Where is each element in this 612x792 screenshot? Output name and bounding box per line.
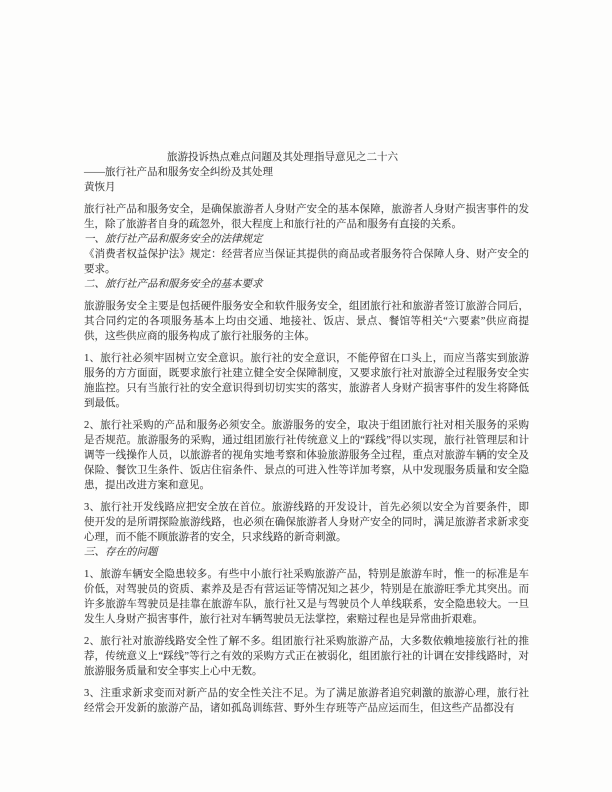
paragraph-requirement-1: 1、旅行社必须牢固树立安全意识。旅行社的安全意识，不能停留在口头上，而应当落实到旅游服务的方方面面，既要求旅行社建立健全安全保障制度，又要求旅行社对旅游全过程服务安全实施监控。只有当旅行社的安全意识得到切切实实的落实，旅游者人身财产损害事件的发生将降低到最低。 [84,353,529,409]
paragraph-intro: 旅行社产品和服务安全，是确保旅游者人身财产安全的基本保障，旅游者人身财产损害事件的发生，除了旅游者自身的疏忽外，很大程度上和旅行社的产品和服务有直接的关系。 [84,204,529,230]
paragraph-problem-1: 1、旅游车辆安全隐患较多。有些中小旅行社采购旅游产品，特别是旅游车时，惟一的标准是车价低，对驾驶员的资质、素养及是否有营运证等情况知之甚少，特别是在旅游旺季尤其突出。而许多旅游车驾驶员是挂靠在旅游车队，旅行社又是与驾驶员个人单线联系，安全隐患较大。一旦发生人身财产损害事件，旅行社对车辆驾驶员无法掌控，索赔过程也是异常曲折艰难。 [84,569,529,625]
document-content [84,150,529,716]
paragraph-consumer-law: 《消费者权益保护法》规定：经营者应当保证其提供的商品或者服务符合保障人身、财产安全的要求。 [84,249,529,275]
doc-subtitle: ——旅行社产品和服务安全纠纷及其处理 [84,167,273,178]
heading-legal-provisions: 一、旅行社产品和服务安全的法律规定 [84,234,263,245]
paragraph-problem-3: 3、注重求新求变而对新产品的安全性关注不足。为了满足旅游者追究刺激的旅游心理，旅行社经常会开发新的旅游产品，诸如孤岛训练营、野外生存班等产品应运而生，但这些产品都没有 [84,688,529,714]
doc-author: 黄恢月 [84,182,116,193]
paragraph-requirement-2: 2、旅行社采购的产品和服务必须安全。旅游服务的安全，取决于组团旅行社对相关服务的采购是否规范。旅游服务的采购，通过组团旅行社传统意义上的“踩线”得以实现，旅行社管理层和计调等一线操作人员，以旅游者的视角实地考察和体验旅游服务全过程，重点对旅游车辆的安全及保险、餐饮卫生条件、饭店住宿条件、景点的可进入性等详加考察，从中发现服务质量和安全隐患，提出改进方案和意见。 [84,420,529,491]
paragraph-problem-2: 2、旅行社对旅游线路安全性了解不多。组团旅行社采购旅游产品，大多数依赖地接旅行社的推荐，传统意义上“踩线”等行之有效的采购方式正在被弱化，组团旅行社的计调在安排线路时，对旅游服务质量和安全事实上心中无数。 [84,636,529,677]
paragraph-requirement-3: 3、旅行社开发线路应把安全放在首位。旅游线路的开发设计，首先必须以安全为首要条件，即使开发的是所谓探险旅游线路，也必须在确保旅游者人身财产安全的同时，满足旅游者求新求变心理，而不能不顾旅游者的安全，只求线路的新奇刺激。 [84,502,529,543]
heading-basic-requirements: 二、旅行社产品和服务安全的基本要求 [84,279,263,290]
heading-existing-problems: 三、存在的问题 [84,547,158,558]
paragraph-service-overview: 旅游服务安全主要是包括硬件服务安全和软件服务安全，组团旅行社和旅游者签订旅游合同后，其合同约定的各项服务基本上均由交通、地接社、饭店、景点、餐馆等相关“六要素”供应商提供，这些供应商的服务构成了旅行社服务的主体。 [84,301,529,342]
doc-title: 旅游投诉热点难点问题及其处理指导意见之二十六 [167,152,398,163]
